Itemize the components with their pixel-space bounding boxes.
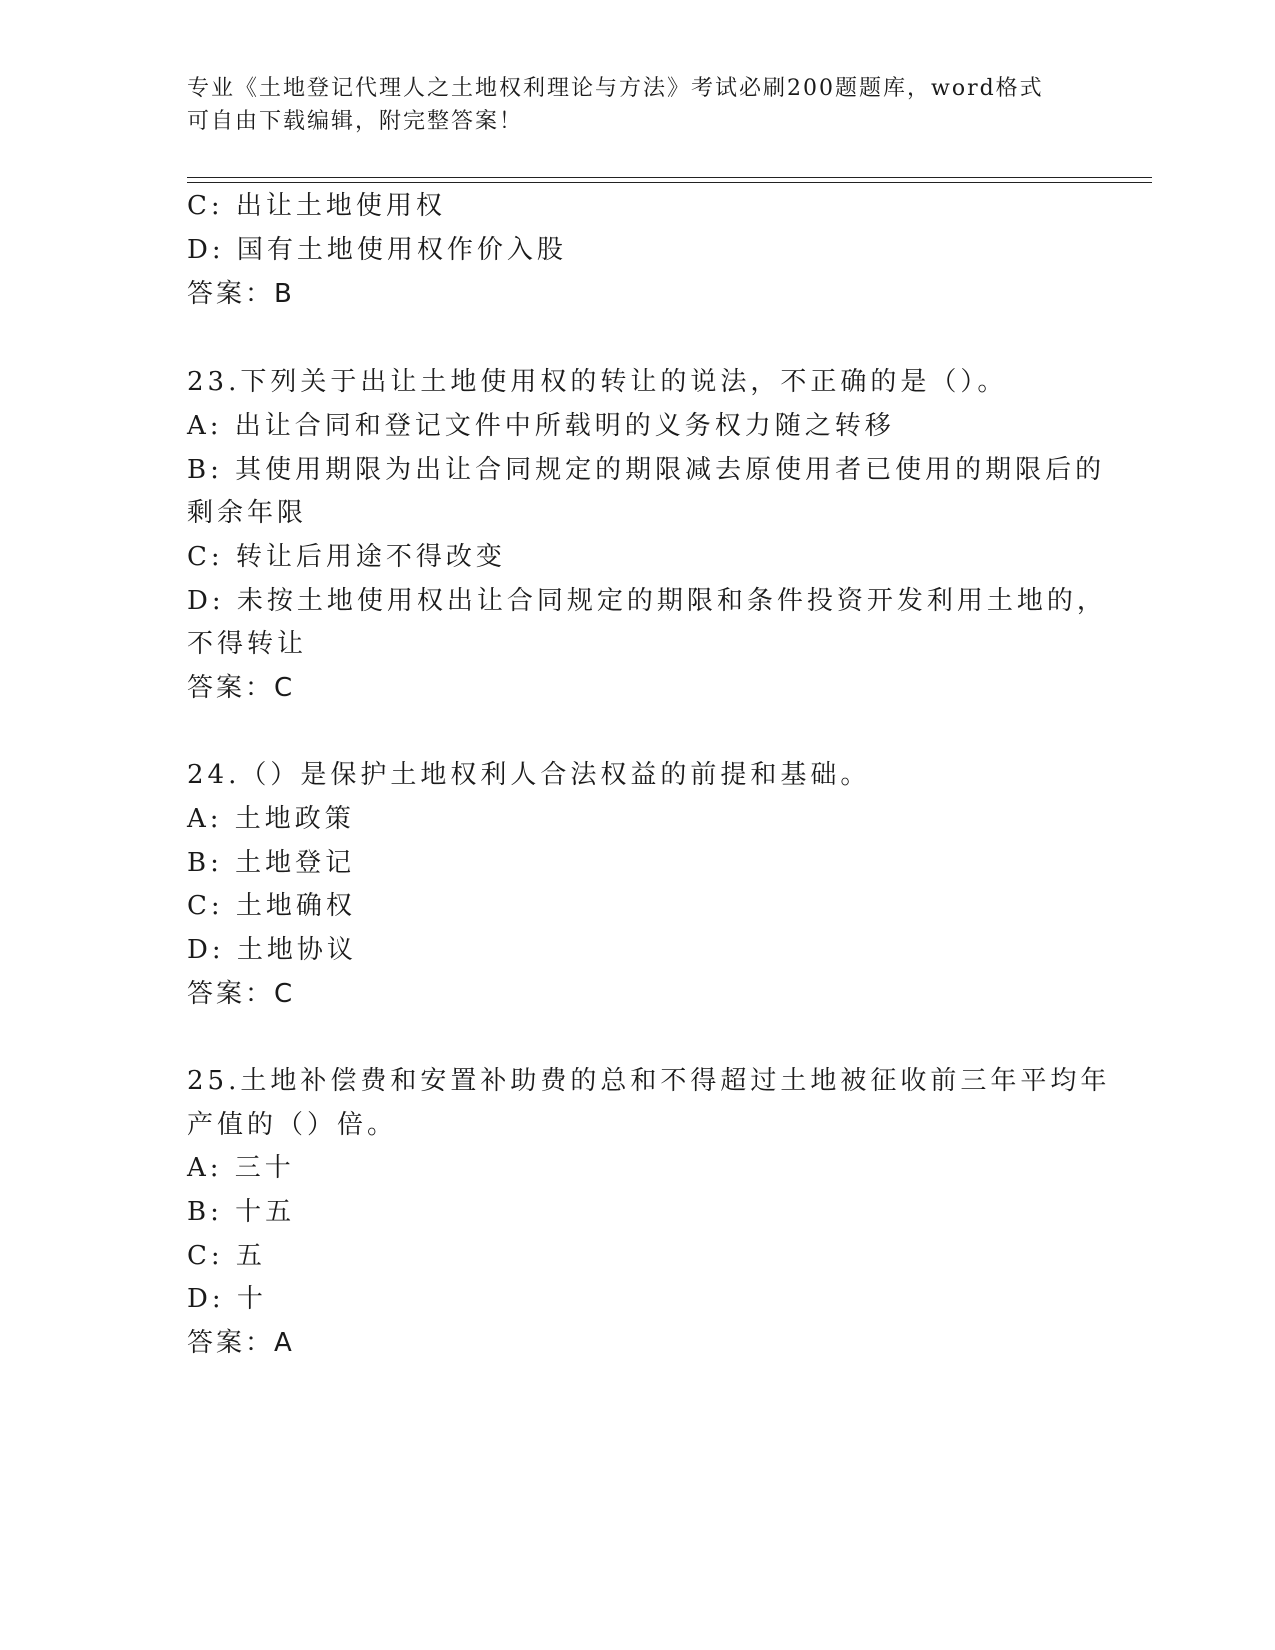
q23-answer: 答案：C <box>187 673 296 703</box>
document-header <box>187 72 1067 138</box>
q23-option-d-line-1: D: 未按土地使用权出让合同规定的期限和条件投资开发利用土地的， <box>187 586 1107 616</box>
q23-option-a: A: 出让合同和登记文件中所载明的义务权力随之转移 <box>187 411 895 441</box>
q25-question-line-2: 产值的（）倍。 <box>187 1110 398 1140</box>
q22-option-c: C: 出让土地使用权 <box>187 191 446 221</box>
header-line-2: 可自由下载编辑，附完整答案！ <box>187 109 524 134</box>
q23-option-b-line-2: 剩余年限 <box>187 498 308 528</box>
header-rule-top <box>187 177 1152 178</box>
header-rule-bottom <box>187 182 1152 183</box>
q25-option-a: A: 三十 <box>187 1153 295 1183</box>
q23-option-b-line-1: B: 其使用期限为出让合同规定的期限减去原使用者已使用的期限后的 <box>187 455 1106 485</box>
q24-option-b: B: 土地登记 <box>187 848 356 878</box>
q24-option-c: C: 土地确权 <box>187 891 356 921</box>
q23-option-c: C: 转让后用途不得改变 <box>187 542 506 572</box>
q25-question-line-1: 25.土地补偿费和安置补助费的总和不得超过土地被征收前三年平均年 <box>187 1066 1111 1096</box>
q22-option-d: D: 国有土地使用权作价入股 <box>187 235 567 265</box>
q25-option-b: B: 十五 <box>187 1197 296 1227</box>
q23-question: 23.下列关于出让土地使用权的转让的说法，不正确的是（）。 <box>187 367 1008 397</box>
q25-option-c: C: 五 <box>187 1241 266 1271</box>
q24-question: 24.（）是保护土地权利人合法权益的前提和基础。 <box>187 760 871 790</box>
q25-option-d: D: 十 <box>187 1284 267 1314</box>
q24-option-d: D: 土地协议 <box>187 935 357 965</box>
q24-option-a: A: 土地政策 <box>187 804 355 834</box>
q22-answer: 答案：B <box>187 279 295 309</box>
header-line-1: 专业《土地登记代理人之土地权利理论与方法》考试必刷200题题库，word格式 <box>187 76 1044 101</box>
q25-answer: 答案：A <box>187 1328 295 1358</box>
q23-option-d-line-2: 不得转让 <box>187 629 308 659</box>
q24-answer: 答案：C <box>187 979 296 1009</box>
